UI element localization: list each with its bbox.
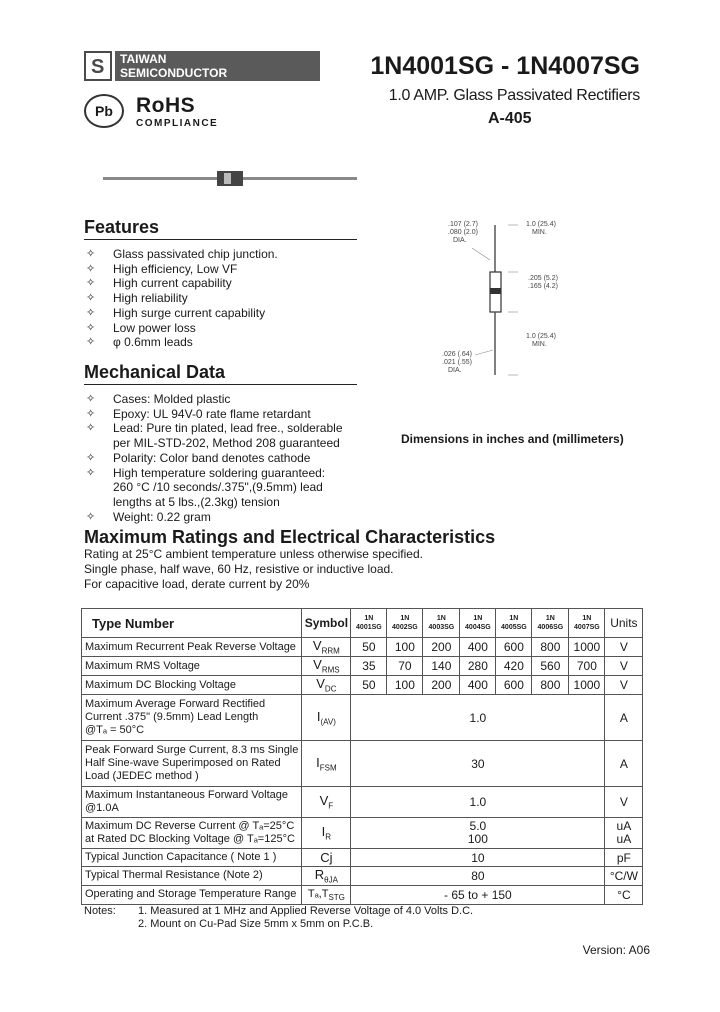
cell-value: 30: [351, 741, 605, 787]
cell-value: 400: [460, 638, 496, 657]
symbol-iav: $I_{(AV)}$: [302, 695, 351, 741]
dim-lead-dia-1: .107 (2.7): [448, 221, 478, 228]
pb-free-icon: Pb: [84, 94, 124, 128]
notes-label: Notes:: [84, 905, 116, 917]
cell-value: 800: [532, 676, 569, 695]
param-vdc: Maximum DC Blocking Voltage: [82, 676, 302, 695]
param-vrms: Maximum RMS Voltage: [82, 657, 302, 676]
bullet-icon: ✧: [86, 466, 96, 479]
cell-value: 100: [387, 676, 423, 695]
cell-unit: °C: [605, 885, 643, 904]
cell-unit: V: [605, 657, 643, 676]
header-part-4007: 1N 4007SG: [569, 609, 605, 638]
list-item-text: Glass passivated chip junction.: [113, 247, 278, 261]
list-item: [86, 247, 278, 262]
cell-value: 280: [460, 657, 496, 676]
cell-value: 50: [351, 676, 387, 695]
cell-value: 1.0: [351, 787, 605, 818]
param-ir: Maximum DC Reverse Current @ Tₐ=25°C at Rated DC Blocking Voltage @ Tₐ=125°C: [82, 818, 302, 849]
company-name-line1: TAIWAN: [120, 52, 167, 66]
header-part-4001: 1N 4001SG: [351, 609, 387, 638]
cell-value: 100: [387, 638, 423, 657]
param-vf: Maximum Instantaneous Forward Voltage @1.0A: [82, 787, 302, 818]
cell-unit: uA uA: [605, 818, 643, 849]
condition-line: For capacitive load, derate current by 20%: [84, 577, 310, 591]
note-2: 2. Mount on Cu-Pad Size 5mm x 5mm on P.C.B.: [138, 918, 374, 930]
list-item: [86, 421, 343, 450]
cell-value: 50: [351, 638, 387, 657]
cathode-band: [224, 173, 231, 184]
cell-unit: V: [605, 638, 643, 657]
list-item: [86, 466, 343, 510]
param-iav: Maximum Average Forward Rectified Current .375" (9.5mm) Lead Length @Tₐ = 50°C: [82, 695, 302, 741]
list-item-text: per MIL-STD-202, Method 208 guaranteed: [113, 436, 340, 451]
mechanical-list: [86, 392, 343, 524]
list-item-text: Lead: Pure tin plated, lead free., solderable: [113, 421, 343, 436]
list-item-text: High current capability: [113, 276, 232, 291]
symbol-cj: Cj: [302, 849, 351, 867]
header-symbol: Symbol: [302, 609, 351, 638]
cell-value: 70: [387, 657, 423, 676]
list-item: [86, 262, 278, 277]
cell-value: 400: [460, 676, 496, 695]
list-item-text: lengths at 5 lbs.,(2.3kg) tension: [113, 494, 280, 509]
list-item: [86, 510, 343, 525]
company-name-line2: SEMICONDUCTOR: [120, 66, 228, 80]
dim-body-len-1: .205 (5.2): [528, 275, 558, 282]
cell-value: 1.0: [351, 695, 605, 741]
list-item: [86, 451, 343, 466]
cell-value: 35: [351, 657, 387, 676]
dimension-caption: Dimensions in inches and (millimeters): [401, 432, 624, 446]
list-item-text: φ 0.6mm leads: [113, 335, 193, 350]
header-part-4004: 1N 4004SG: [460, 609, 496, 638]
list-item-text: Polarity: Color band denotes cathode: [113, 450, 311, 465]
features-heading: Features: [84, 217, 357, 240]
table-row-rth: [82, 867, 643, 886]
cell-value: 1000: [569, 676, 605, 695]
cell-unit: A: [605, 741, 643, 787]
company-logo-mark: [84, 51, 112, 81]
symbol-ifsm: $I_{FSM}$: [302, 741, 351, 787]
table-row-cj: [82, 849, 643, 867]
bullet-icon: ✧: [86, 262, 96, 275]
symbol-vrrm: $V_{RRM}$: [302, 638, 351, 657]
page-subtitle: 1.0 AMP. Glass Passivated Rectifiers: [388, 87, 640, 104]
cell-value: 200: [423, 638, 460, 657]
symbol-ir: $I_R$: [302, 818, 351, 849]
param-vrrm: Maximum Recurrent Peak Reverse Voltage: [82, 638, 302, 657]
cell-value: 560: [532, 657, 569, 676]
list-item-text: High reliability: [113, 291, 188, 306]
param-rth: Typical Thermal Resistance (Note 2): [82, 867, 302, 886]
list-item: [86, 321, 278, 336]
ratings-table: [81, 608, 643, 905]
header-part-4006: 1N 4006SG: [532, 609, 569, 638]
header-units: Units: [605, 609, 643, 638]
cell-value: 800: [532, 638, 569, 657]
cell-value: 200: [423, 676, 460, 695]
cell-value: 420: [496, 657, 532, 676]
list-item-text: Cases: Molded plastic: [113, 392, 231, 406]
rohs-title: RoHS: [136, 94, 196, 117]
list-item-text: Weight: 0.22 gram: [113, 509, 211, 524]
bullet-icon: ✧: [86, 306, 96, 319]
cell-unit: pF: [605, 849, 643, 867]
dim-wire-dia-2: .021 (.55): [442, 359, 472, 366]
symbol-temp: $T_a,T_{STG}$: [302, 885, 351, 904]
bullet-icon: ✧: [86, 248, 96, 260]
table-row-ifsm: [82, 741, 643, 787]
condition-line: Rating at 25°C ambient temperature unless otherwise specified.: [84, 547, 423, 561]
cell-value: 80: [351, 867, 605, 886]
table-row-vf: [82, 787, 643, 818]
param-cj: Typical Junction Capacitance ( Note 1 ): [82, 849, 302, 867]
symbol-vdc: $V_{DC}$: [302, 676, 351, 695]
dim-lead-dia-3: DIA.: [453, 237, 467, 244]
list-item-text: High efficiency, Low VF: [113, 261, 238, 276]
symbol-vf: $V_F$: [302, 787, 351, 818]
list-item-text: High surge current capability: [113, 305, 266, 320]
company-name: [115, 51, 320, 81]
list-item-text: Epoxy: UL 94V-0 rate flame retardant: [113, 406, 311, 421]
table-row-vrms: [82, 657, 643, 676]
param-ifsm: Peak Forward Surge Current, 8.3 ms Single Half Sine-wave Superimposed on Rated Load (JEDEC method ): [82, 741, 302, 787]
bullet-icon: ✧: [86, 321, 96, 334]
ratings-heading: Maximum Ratings and Electrical Characteristics: [84, 527, 496, 547]
rohs-subtitle: COMPLIANCE: [136, 118, 219, 129]
table-row-temp: [82, 885, 643, 904]
table-row-vrrm: [82, 638, 643, 657]
bullet-icon: ✧: [86, 292, 96, 305]
dim-lead-dia-2: .080 (2.0): [448, 229, 478, 236]
table-row-iav: [82, 695, 643, 741]
header-part-4003: 1N 4003SG: [423, 609, 460, 638]
header-type-number: Type Number: [82, 609, 302, 638]
bullet-icon: ✧: [86, 277, 96, 290]
dim-wire-dia-1: .026 (.64): [442, 351, 472, 358]
dimension-drawing: [420, 210, 600, 385]
list-item: [86, 276, 278, 291]
list-item-text: 260 °C /10 seconds/.375",(9.5mm) lead: [113, 480, 323, 495]
bullet-icon: ✧: [86, 451, 96, 464]
cell-value: 1000: [569, 638, 605, 657]
cell-value: 600: [496, 676, 532, 695]
diode-body-image: [217, 171, 243, 186]
package-code: A-405: [488, 110, 532, 127]
list-item: [86, 392, 343, 407]
cell-value: 600: [496, 638, 532, 657]
list-item: [86, 335, 278, 350]
cell-unit: V: [605, 787, 643, 818]
rating-conditions: [84, 547, 423, 592]
symbol-rth: $R_{\theta JA}$: [302, 867, 351, 886]
cell-unit: °C/W: [605, 867, 643, 886]
symbol-vrms: $V_{RMS}$: [302, 657, 351, 676]
bullet-icon: ✧: [86, 422, 96, 435]
dim-body-len-2: .165 (4.2): [528, 283, 558, 290]
dim-len-top-2: MIN.: [532, 229, 547, 236]
note-1: 1. Measured at 1 MHz and Applied Reverse Voltage of 4.0 Volts D.C.: [138, 905, 474, 917]
list-item: [86, 306, 278, 321]
list-item: [86, 407, 343, 422]
table-header-row: [82, 609, 643, 638]
cell-value: - 65 to + 150: [351, 885, 605, 904]
cell-unit: V: [605, 676, 643, 695]
table-row-ir: [82, 818, 643, 849]
list-item-text: High temperature soldering guaranteed:: [113, 465, 326, 480]
cell-value: 10: [351, 849, 605, 867]
page-title: 1N4001SG - 1N4007SG: [370, 52, 640, 80]
list-item: [86, 291, 278, 306]
dim-len-top-1: 1.0 (25.4): [526, 221, 556, 228]
version-label: Version: A06: [582, 943, 650, 957]
mechanical-heading: Mechanical Data: [84, 362, 357, 385]
table-row-vdc: [82, 676, 643, 695]
list-item-text: Low power loss: [113, 320, 196, 335]
condition-line: Single phase, half wave, 60 Hz, resistive or inductive load.: [84, 562, 394, 576]
cell-value: 700: [569, 657, 605, 676]
dim-len-bottom-2: MIN.: [532, 341, 547, 348]
bullet-icon: ✧: [86, 407, 96, 420]
bullet-icon: ✧: [86, 510, 96, 523]
bullet-icon: ✧: [86, 393, 96, 405]
features-list: [86, 247, 278, 350]
cell-value: 5.0 100: [351, 818, 605, 849]
cell-value: 140: [423, 657, 460, 676]
header-part-4002: 1N 4002SG: [387, 609, 423, 638]
cell-unit: A: [605, 695, 643, 741]
dim-len-bottom-1: 1.0 (25.4): [526, 333, 556, 340]
param-temp: Operating and Storage Temperature Range: [82, 885, 302, 904]
logo-glyph: S: [91, 56, 105, 78]
header-part-4005: 1N 4005SG: [496, 609, 532, 638]
dim-wire-dia-3: DIA.: [448, 367, 462, 374]
bullet-icon: ✧: [86, 336, 96, 349]
